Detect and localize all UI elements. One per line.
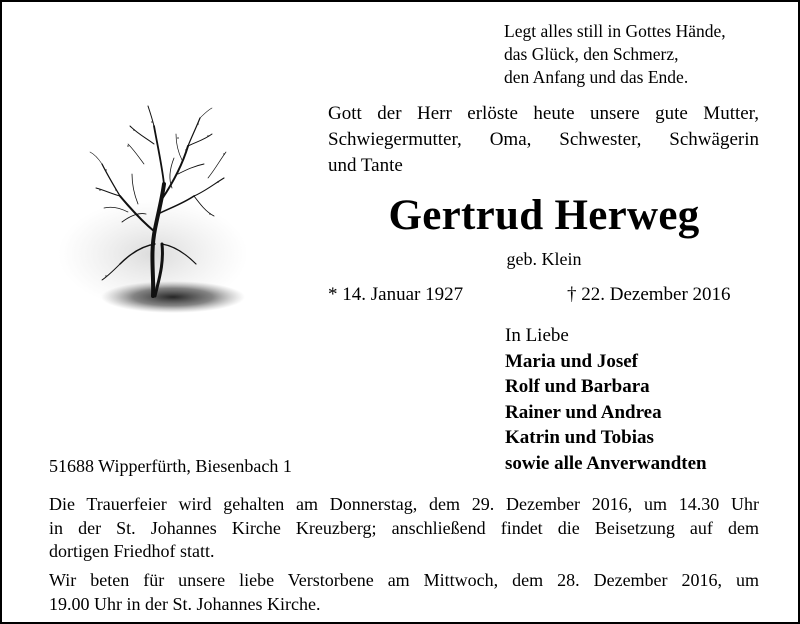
mourners-list [505,323,707,476]
service-line: Die Trauerfeier wird gehalten am Donnerstag, dem 29. Dezember 2016, um 14.30 Uhr [49,494,759,514]
birth-date: * 14. Januar 1927 [328,284,464,305]
verse-line: das Glück, den Schmerz, [504,44,679,64]
announcement-line: und Tante [328,155,403,176]
prayer-line: 19.00 Uhr in der St. Johannes Kirche. [49,593,321,614]
announcement-line: Schwiegermutter, Oma, Schwester, Schwägerin [328,129,759,150]
announcement-line: Gott der Herr erlöste heute unsere gute Mutter, [328,103,759,124]
mourner-name: Rainer und Andrea [505,401,662,423]
verse [504,20,726,89]
service-line: in der St. Johannes Kirche Kreuzberg; anschließend findet die Beisetzung auf dem [49,517,759,538]
deceased-name: Gertrud Herweg [388,192,700,239]
announcement-text [328,101,759,179]
mourners-intro: In Liebe [505,325,569,346]
mourner-name: Rolf und Barbara [505,376,650,397]
prayer-paragraph [49,569,759,616]
maiden-name: geb. Klein [506,249,582,269]
mourner-name: Katrin und Tobias [505,427,654,448]
mourner-name: sowie alle Anverwandten [505,452,707,474]
bare-tree-icon [58,104,258,319]
prayer-line: Wir beten für unsere liebe Verstorbene am Mittwoch, dem 28. Dezember 2016, um [49,570,759,590]
verse-line: den Anfang und das Ende. [504,67,689,87]
address: 51688 Wipperfürth, Biesenbach 1 [49,456,292,476]
service-line: dortigen Friedhof statt. [49,541,215,561]
verse-line: Legt alles still in Gottes Hände, [504,21,726,41]
death-date: † 22. Dezember 2016 [567,284,731,305]
mourner-name: Maria und Josef [505,350,638,372]
service-paragraph [49,493,759,564]
